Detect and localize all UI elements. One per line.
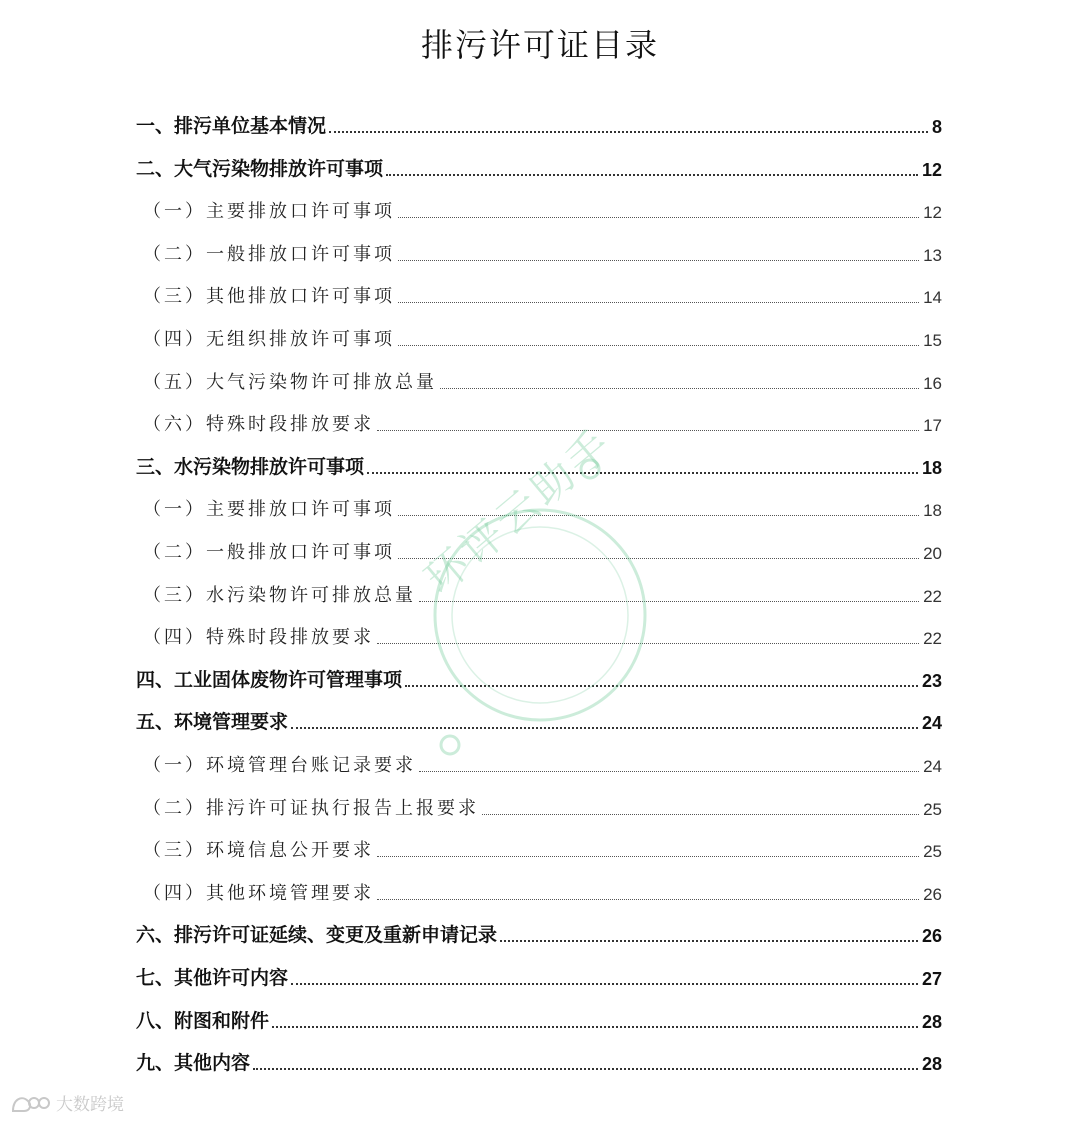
toc-page-number: 8 [931, 117, 942, 137]
toc-page-number: 26 [921, 926, 942, 947]
toc-entry-label: （六）特殊时段排放要求 [143, 414, 374, 436]
toc-entry-label: （二）排污许可证执行报告上报要求 [143, 797, 479, 819]
toc-dot-leader [253, 1068, 918, 1070]
toc-entry-label: 七、其他许可内容 [136, 967, 289, 989]
toc-dot-leader [377, 856, 919, 857]
toc-page-number: 12 [923, 203, 942, 223]
toc-section-entry[interactable] [136, 447, 942, 481]
toc-section-entry[interactable] [136, 149, 942, 183]
toc-subsection-entry[interactable] [143, 489, 942, 523]
toc-section-entry[interactable] [136, 1043, 942, 1077]
toc-subsection-entry[interactable] [143, 319, 942, 353]
toc-page-number: 24 [923, 757, 942, 776]
toc-subsection-entry[interactable] [143, 830, 942, 864]
toc-page-number: 25 [923, 842, 942, 862]
toc-entry-label: 二、大气污染物排放许可事项 [136, 157, 384, 180]
brand-text: 大数跨境 [56, 1095, 124, 1115]
toc-subsection-entry[interactable] [143, 617, 942, 651]
toc-dot-leader [398, 345, 919, 346]
toc-page-number: 15 [923, 331, 942, 350]
toc-subsection-entry[interactable] [143, 532, 942, 566]
toc-dot-leader [367, 472, 918, 474]
toc-subsection-entry[interactable] [143, 276, 942, 310]
toc-dot-leader [419, 771, 919, 772]
toc-entry-label: 六、排污许可证延续、变更及重新申请记录 [136, 924, 498, 947]
toc-section-entry[interactable] [136, 915, 942, 949]
toc-subsection-entry[interactable] [143, 788, 942, 822]
toc-dot-leader [419, 601, 919, 602]
toc-dot-leader [291, 983, 918, 985]
toc-page-number: 18 [923, 501, 942, 521]
toc-dot-leader [440, 388, 919, 389]
toc-section-entry[interactable] [136, 1001, 942, 1035]
toc-page-number: 22 [923, 629, 942, 649]
toc-entry-label: （三）环境信息公开要求 [143, 840, 374, 862]
toc-dot-leader [386, 174, 918, 176]
toc-dot-leader [500, 940, 918, 942]
toc-dot-leader [398, 558, 919, 559]
toc-page-number: 20 [923, 544, 942, 563]
toc-entry-label: （四）特殊时段排放要求 [143, 627, 374, 649]
toc-section-entry[interactable] [136, 702, 942, 736]
toc-entry-label: （二）一般排放口许可事项 [143, 542, 395, 563]
toc-page-number: 27 [921, 969, 942, 989]
toc-page-number: 28 [921, 1011, 942, 1032]
toc-page-number: 14 [923, 288, 942, 308]
toc-subsection-entry[interactable] [143, 873, 942, 907]
toc-entry-label: 一、排污单位基本情况 [136, 115, 327, 137]
toc-dot-leader [377, 430, 919, 431]
toc-entry-label: 四、工业固体废物许可管理事项 [136, 668, 403, 691]
toc-dot-leader [377, 643, 919, 644]
toc-entry-label: （一）主要排放口许可事项 [143, 201, 395, 223]
toc-section-entry[interactable] [136, 958, 942, 992]
toc-subsection-entry[interactable] [143, 191, 942, 225]
toc-dot-leader [398, 217, 919, 218]
toc-subsection-entry[interactable] [143, 575, 942, 609]
page-title: 排污许可证目录 [420, 26, 659, 64]
toc-entry-label: 五、环境管理要求 [136, 711, 289, 734]
toc-page-number: 26 [923, 884, 942, 904]
toc-entry-label: （四）其他环境管理要求 [143, 882, 374, 904]
toc-section-entry[interactable] [136, 106, 942, 140]
toc-page-number: 17 [923, 416, 942, 436]
toc-page-number: 28 [921, 1054, 942, 1075]
toc-entry-label: 八、附图和附件 [136, 1009, 270, 1032]
toc-entry-label: （五）大气污染物许可排放总量 [143, 371, 437, 393]
toc-entry-label: （二）一般排放口许可事项 [143, 243, 395, 265]
toc-subsection-entry[interactable] [143, 234, 942, 268]
toc-entry-label: （三）水污染物许可排放总量 [143, 584, 416, 606]
toc-entry-label: （一）主要排放口许可事项 [143, 499, 395, 521]
toc-page-number: 12 [921, 159, 942, 180]
toc-page-number: 23 [921, 670, 942, 691]
toc-dot-leader [398, 302, 919, 303]
toc-section-entry[interactable] [136, 660, 942, 694]
toc-entry-label: 三、水污染物排放许可事项 [136, 455, 365, 478]
toc-dot-leader [329, 131, 928, 133]
toc-entry-label: 九、其他内容 [136, 1052, 251, 1075]
toc-page-number: 18 [921, 457, 942, 478]
toc-page-number: 25 [923, 799, 942, 819]
watermark-text: 环评云助手 [415, 418, 623, 604]
toc-page-number: 22 [923, 586, 942, 606]
toc-entry-label: （一）环境管理台账记录要求 [143, 755, 416, 776]
toc-dot-leader [405, 685, 918, 687]
toc-dot-leader [398, 260, 919, 261]
toc-dot-leader [482, 814, 919, 815]
toc-page-number: 13 [923, 245, 942, 265]
toc-page-number: 16 [923, 373, 942, 393]
brand-logo-icon [10, 1091, 50, 1115]
brand-watermark [10, 1090, 124, 1115]
toc-dot-leader [377, 899, 919, 900]
toc-page-number: 24 [921, 713, 942, 734]
toc-subsection-entry[interactable] [143, 362, 942, 396]
toc-entry-label: （三）其他排放口许可事项 [143, 286, 395, 308]
toc-dot-leader [272, 1026, 918, 1028]
toc-dot-leader [398, 515, 919, 516]
toc-entry-label: （四）无组织排放许可事项 [143, 329, 395, 350]
toc-subsection-entry[interactable] [143, 745, 942, 779]
toc-subsection-entry[interactable] [143, 404, 942, 438]
toc-dot-leader [291, 727, 918, 729]
